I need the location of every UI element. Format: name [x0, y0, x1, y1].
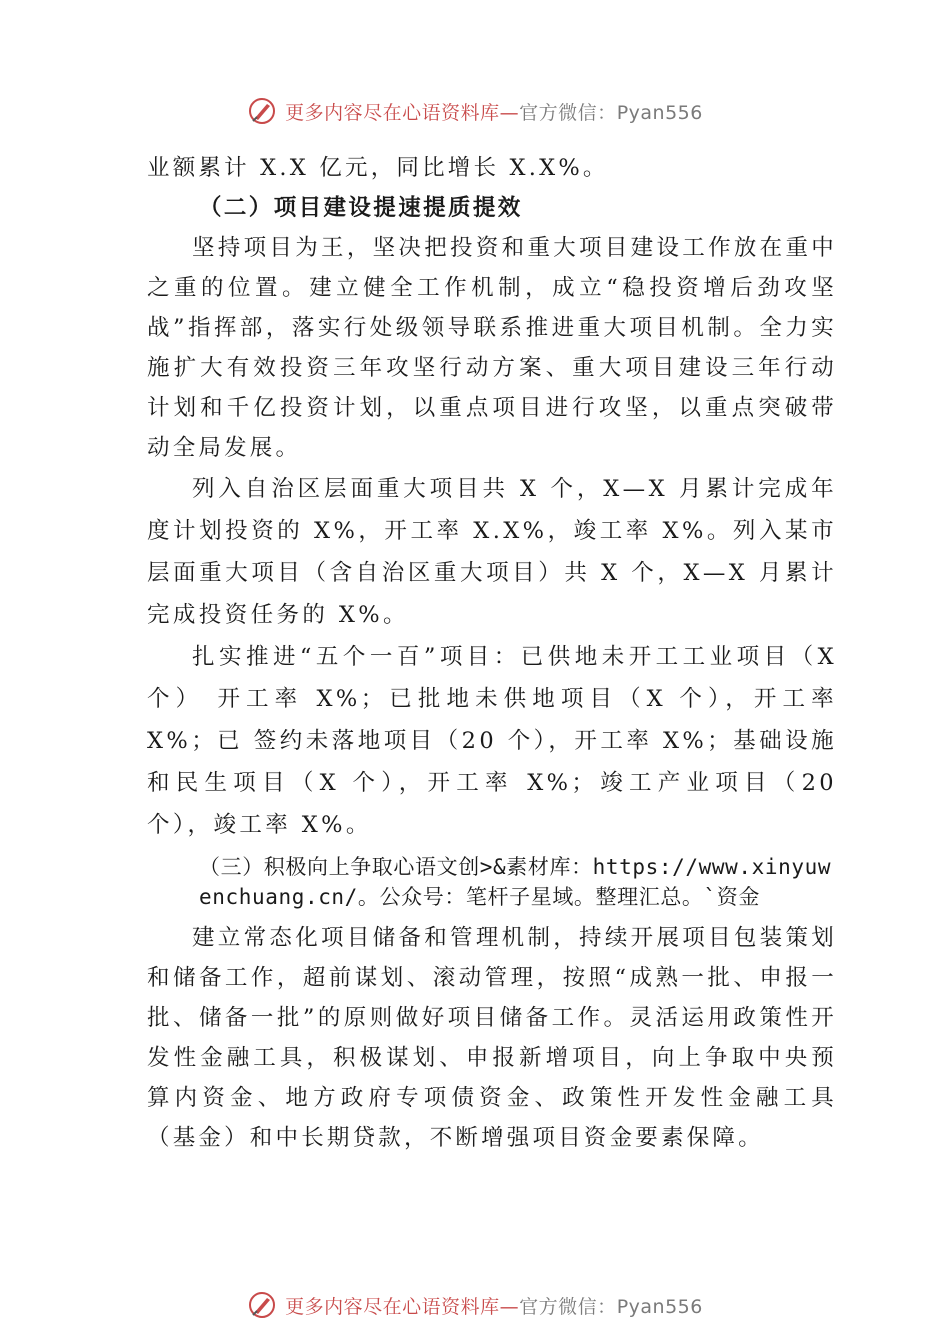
paragraph-project-reserve: 建立常态化项目储备和管理机制，持续开展项目包装策划和储备工作，超前谋划、滚动管理，按照“成熟一批、申报一批、储备一批”的原则做好项目储备工作。灵活运用政策性开发性金融工具，积极谋划、申报新增项目，向上争取中央预算内资金、地方政府专项债资金、政策性开发性金融工具（基金）和中长期贷款，不断增强项目资金要素保障。 — [147, 925, 837, 1151]
document-body — [147, 148, 837, 1158]
quill-seal-icon — [247, 96, 277, 126]
banner-text — [285, 1292, 703, 1319]
banner-library-text: 更多内容尽在心语资料库— — [285, 101, 520, 124]
paragraph-five-hundred: 扎实推进“五个一百”项目：已供地未开工工业项目（X 个） 开工率 X%；已批地未供地项目（X 个），开工率 X%；已 签约未落地项目（20 个），开工率 X%；基础设施和民生项目（X 个），开工率 X%；竣工产业项目（20 个），竣工率 X%。 — [147, 644, 837, 838]
section-heading-3: （三）积极向上争取心语文创>&素材库：https://www.xinyuwenchuang.cn/。公众号：笔杆子星域。整理汇总。`资金 — [199, 855, 832, 909]
banner-library-text: 更多内容尽在心语资料库— — [285, 1295, 520, 1318]
paragraph-continued: 业额累计 X.X 亿元，同比增长 X.X%。 — [147, 155, 609, 181]
banner-wechat-label: 官方微信： — [519, 101, 617, 124]
header-banner — [0, 96, 950, 126]
paragraph-major-projects: 列入自治区层面重大项目共 X 个，X—X 月累计完成年度计划投资的 X%，开工率 X.X%，竣工率 X%。列入某市层面重大项目（含自治区重大项目）共 X 个，X—X 月累计完成投资任务的 X%。 — [147, 476, 837, 628]
banner-wechat-id: Pyan556 — [616, 1295, 703, 1318]
banner-wechat-label: 官方微信： — [519, 1295, 617, 1318]
quill-seal-icon — [247, 1290, 277, 1320]
banner-text — [285, 98, 703, 125]
section-heading-2: （二）项目建设提速提质提效 — [199, 195, 523, 221]
footer-banner — [0, 1290, 950, 1320]
paragraph-project-priority: 坚持项目为王，坚决把投资和重大项目建设工作放在重中之重的位置。建立健全工作机制，成立“稳投资增后劲攻坚战”指挥部，落实行处级领导联系推进重大项目机制。全力实施扩大有效投资三年攻坚行动方案、重大项目建设三年行动计划和千亿投资计划，以重点项目进行攻坚，以重点突破带动全局发展。 — [147, 235, 837, 461]
banner-wechat-id: Pyan556 — [616, 101, 703, 124]
